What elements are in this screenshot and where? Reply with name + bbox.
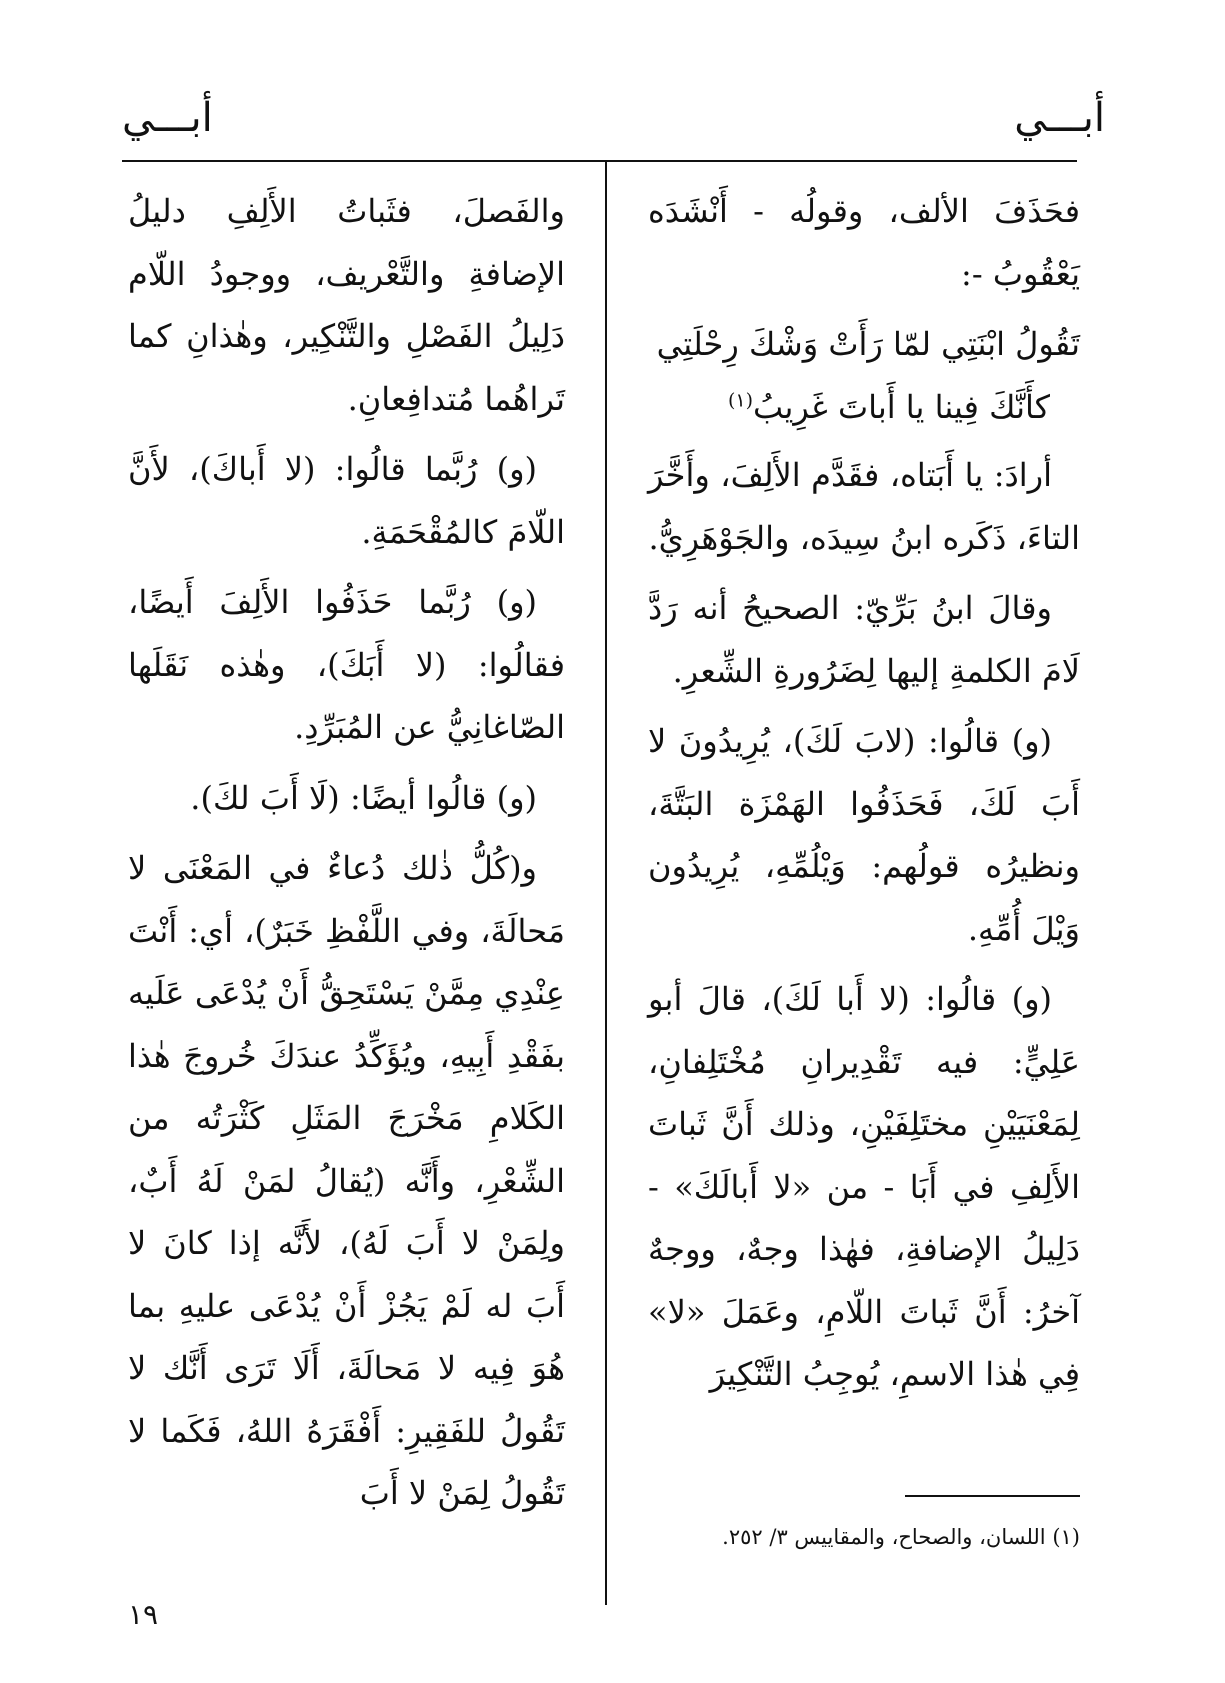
footnote: (١) اللسان، والصحاح، والمقاييس ٣/ ٢٥٢. bbox=[722, 1525, 1080, 1549]
right-paragraph-5: (و) قالُوا: (لا أَبا لَكَ)، قالَ أبو عَلِيٍّ: فيه تَقْدِيرانِ مُخْتَلِفانِ، لِمَعْنَيَيْنِ مختَلِفَيْنِ، وذلك أَنَّ ثَباتَ الأَلِفِ في أَبَا - من «لا أَبالَكَ» - دَلِيلُ الإضافةِ، فهٰذا وجهٌ، ووجهٌ آخرُ: أَنَّ ثَباتَ اللّامِ، وعَمَلَ «لا» فِي هٰذا الاسمِ، يُوجِبُ التَّنْكِيرَ bbox=[648, 980, 1080, 1393]
right-paragraph-1: فحَذَفَ الألف، وقولُه - أَنْشَدَه يَعْقُوبُ -: bbox=[648, 192, 1080, 293]
poetry-verse bbox=[648, 313, 1080, 438]
footnote-rule bbox=[905, 1495, 1080, 1497]
verse-line-1: تَقُولُ ابْنَتِي لمّا رَأَتْ وَشْكَ رِحْلَتِي bbox=[656, 325, 1080, 363]
right-paragraph-2: أرادَ: يا أَبَتاه، فقَدَّم الأَلِفَ، وأَخَّرَ التاءَ، ذَكَره ابنُ سِيدَه، والجَوْهَرِيُّ. bbox=[648, 456, 1080, 557]
verse-line-2-wrap bbox=[648, 376, 1080, 439]
right-paragraph-3: وقالَ ابنُ بَرِّيّ: الصحيحُ أنه رَدَّ لَامَ الكلمةِ إليها لِضَرُورةِ الشِّعرِ. bbox=[648, 589, 1080, 690]
right-paragraph-4: (و) قالُوا: (لابَ لَكَ)، يُرِيدُونَ لا أَبَ لَكَ، فَحَذَفُوا الهَمْزَة البَتَّةَ، ونظيرُه قولُهم: وَيْلُمِّهِ، يُرِيدُون وَيْلَ أُمِّهِ. bbox=[648, 722, 1080, 948]
left-paragraph-4: (و) قالُوا أيضًا: (لَا أَبَ لكَ). bbox=[190, 778, 537, 817]
verse-line-2: كأَنَّكَ فِينا يا أَباتَ غَرِيبُ bbox=[753, 387, 1050, 426]
column-divider bbox=[605, 160, 607, 1605]
header-entry-word-left: أبـــي bbox=[122, 95, 213, 141]
left-paragraph-3: (و) رُبَّما حَذَفُوا الأَلِفَ أَيضًا، فقالُوا: (لا أَبَكَ)، وهٰذه نَقَلَها الصّاغانِيُّ عن المُبَرِّدِ. bbox=[128, 583, 565, 746]
header-entry-word-right: أبـــي bbox=[1014, 95, 1105, 141]
left-paragraph-1: والفَصلَ، فثَباتُ الأَلِفِ دليلُ الإضافةِ والتَّعْريف، ووجودُ اللّام دَلِيلُ الفَصْلِ والتَّنْكِير، وهٰذانِ كما تَراهُما مُتدافِعانِ. bbox=[128, 192, 565, 418]
left-paragraph-5: و(كُلُّ ذٰلك دُعاءٌ في المَعْنَى لا مَحالَةَ، وفي اللَّفْظِ خَبَرٌ)، أي: أَنْتَ عِنْدِي مِمَّنْ يَسْتَحِقُّ أَنْ يُدْعَى عَلَيه بفَقْدِ أَبِيهِ، ويُؤَكِّدُ عندَكَ خُروجَ هٰذا الكَلامِ مَخْرَجَ المَثَلِ كَثْرَتُه من الشِّعْرِ، وأَنَّه (يُقالُ لمَنْ لَهُ أَبٌ، ولِمَنْ لا أَبَ لَهُ)، لأَنَّه إذا كانَ لا أَبَ له لَمْ يَجُزْ أَنْ يُدْعَى عليهِ بما هُوَ فِيه لا مَحالَةَ، أَلَا تَرَى أَنَّك لا تَقُولُ للفَقِيرِ: أَفْقَرَهُ اللهُ، فَكَما لا تَقُولُ لِمَنْ لا أَبَ bbox=[128, 849, 565, 1512]
left-paragraph-2: (و) رُبَّما قالُوا: (لا أَباكَ)، لأَنَّ اللّامَ كالمُقْحَمَةِ. bbox=[128, 450, 565, 551]
header-rule bbox=[122, 160, 1077, 162]
footnote-mark: (١) bbox=[727, 388, 754, 411]
right-column bbox=[648, 180, 1080, 1414]
left-column bbox=[128, 180, 565, 1533]
page-number: ١٩ bbox=[128, 1598, 159, 1631]
